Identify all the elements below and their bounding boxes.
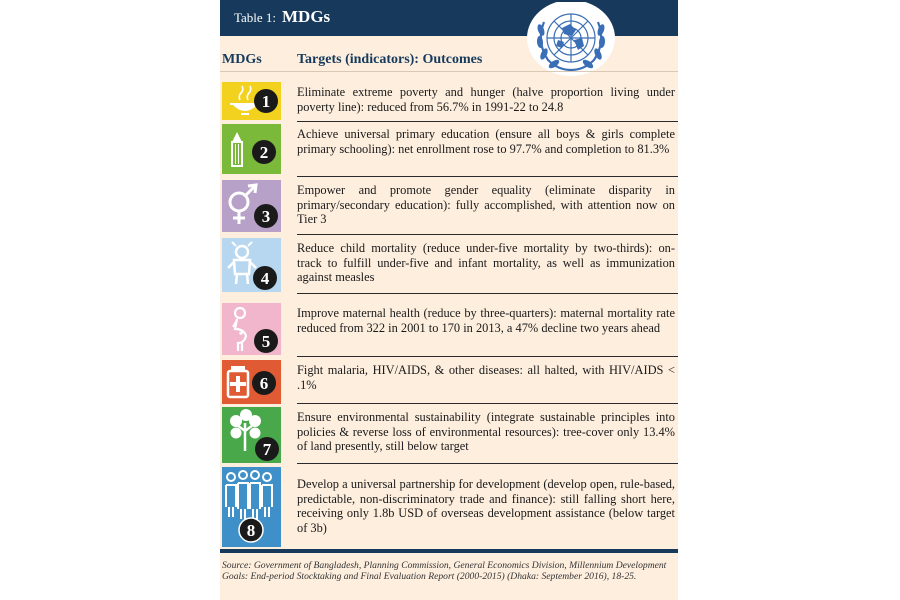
row-divider bbox=[297, 463, 678, 464]
people-icon bbox=[222, 467, 281, 547]
svg-text:8: 8 bbox=[246, 521, 256, 540]
goal-row-2 bbox=[220, 122, 678, 177]
goal-row-3 bbox=[220, 178, 678, 235]
row-divider bbox=[297, 356, 678, 357]
svg-text:7: 7 bbox=[262, 440, 272, 459]
table-title: MDGs bbox=[282, 7, 331, 26]
goal-row-7 bbox=[220, 405, 678, 464]
svg-text:6: 6 bbox=[259, 374, 269, 393]
svg-text:3: 3 bbox=[261, 207, 271, 226]
goal-number: 1 bbox=[261, 92, 271, 111]
row-divider bbox=[297, 293, 678, 294]
pregnant-icon bbox=[222, 303, 281, 355]
row-divider bbox=[297, 403, 678, 404]
header-divider bbox=[220, 71, 678, 72]
source-citation: Source: Government of Bangladesh, Planning Commission, General Economics Division, Millennium Development Goals: End-period Stocktaking and Final Evaluation Report (2000-2015) (Dhaka: September 2016), 18-25. bbox=[222, 560, 667, 582]
goal-text: Eliminate extreme poverty and hunger (halve proportion living under poverty line): reduced from 56.7% in 1991-22 to 24.8 bbox=[297, 85, 675, 114]
tree-icon bbox=[222, 407, 281, 463]
mdgs-column-header: MDGs bbox=[222, 52, 262, 67]
table-number: Table 1: bbox=[234, 10, 277, 25]
table-bottom-rule bbox=[220, 549, 678, 553]
pencil-icon bbox=[222, 124, 281, 174]
goal-row-1 bbox=[220, 80, 678, 122]
mdg-table bbox=[220, 0, 678, 600]
goal-text: Ensure environmental sustainability (integrate sustainable principles into policies & reverse loss of environmental resources): tree-cover only 13.4% of land presently, still below target bbox=[297, 410, 675, 453]
svg-text:4: 4 bbox=[260, 269, 270, 288]
goal-text: Empower and promote gender equality (eliminate disparity in primary/secondary education): fully accomplished, with attention now on Tier 3 bbox=[297, 183, 675, 226]
medicine-icon bbox=[222, 360, 281, 404]
bowl-icon bbox=[222, 82, 281, 120]
goal-row-5 bbox=[220, 301, 678, 357]
goal-text: Improve maternal health (reduce by three-quarters): maternal mortality rate reduced from 322 in 2001 to 170 in 2013, a 47% decline two years ahead bbox=[297, 306, 675, 335]
goal-text: Achieve universal primary education (ensure all boys & girls complete primary schooling): net enrollment rose to 97.7% and completion to 81.3% bbox=[297, 127, 675, 156]
gender-icon bbox=[222, 180, 281, 232]
goal-row-6 bbox=[220, 358, 678, 404]
row-divider bbox=[297, 234, 678, 235]
targets-column-header: Targets (indicators): Outcomes bbox=[297, 52, 483, 67]
svg-text:5: 5 bbox=[261, 332, 271, 351]
goal-text: Reduce child mortality (reduce under-five mortality by two-thirds): on-track to fulfill under-five and infant mortality, as well as immunization against measles bbox=[297, 241, 675, 284]
goal-row-8 bbox=[220, 465, 678, 547]
un-emblem-icon bbox=[526, 2, 616, 82]
goal-row-4 bbox=[220, 236, 678, 294]
goal-text: Develop a universal partnership for development (develop open, rule-based, predictable, non-discriminatory trade and finance): still falling short here, receiving only 1.8b USD of overseas development assistance (below target of 3b) bbox=[297, 477, 675, 535]
svg-text:2: 2 bbox=[259, 143, 269, 162]
goal-text: Fight malaria, HIV/AIDS, & other diseases: all halted, with HIV/AIDS < .1% bbox=[297, 363, 675, 392]
row-divider bbox=[297, 176, 678, 177]
child-icon bbox=[222, 238, 281, 292]
